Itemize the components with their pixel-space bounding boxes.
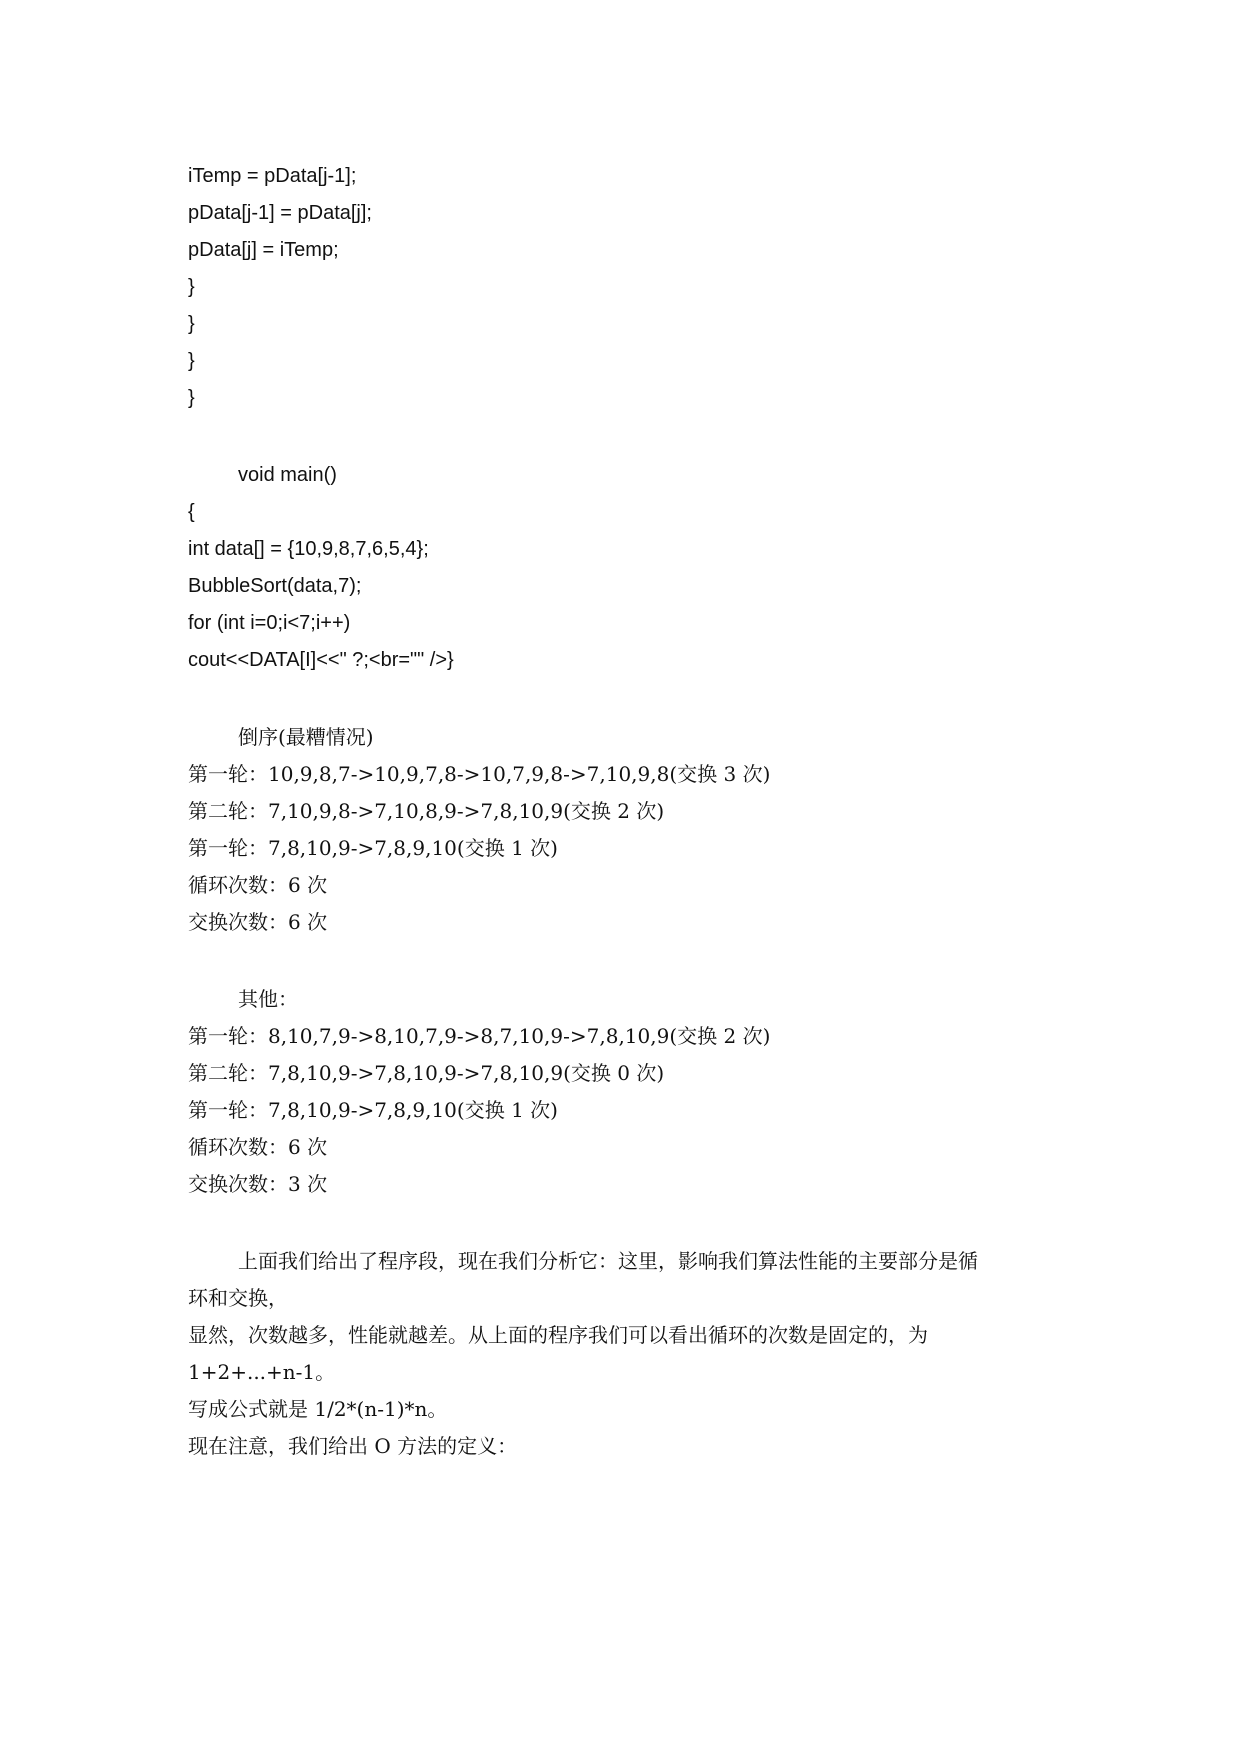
analysis-line: 显然，次数越多，性能就越差。从上面的程序我们可以看出循环的次数是固定的，为 — [188, 1323, 928, 1347]
code-line: int data[] = {10,9,8,7,6,5,4}; — [188, 538, 429, 560]
worst-case-line: 循环次数：6 次 — [188, 873, 328, 897]
code-line: } — [188, 313, 195, 335]
code-line: } — [188, 387, 195, 409]
worst-case-line: 第二轮：7,10,9,8->7,10,8,9->7,8,10,9(交换 2 次) — [188, 799, 665, 823]
code-line: iTemp = pData[j-1]; — [188, 165, 357, 187]
code-line: pData[j-1] = pData[j]; — [188, 202, 372, 224]
code-line: BubbleSort(data,7); — [188, 575, 362, 597]
analysis-first-line: 上面我们给出了程序段，现在我们分析它：这里，影响我们算法性能的主要部分是循 — [238, 1249, 978, 1273]
worst-case-line: 交换次数：6 次 — [188, 910, 328, 934]
analysis-line: 1+2+...+n-1。 — [188, 1360, 336, 1384]
code-line: } — [188, 276, 195, 298]
code-line: { — [188, 501, 195, 523]
code-line: for (int i=0;i<7;i++) — [188, 612, 351, 634]
other-case-line: 第二轮：7,8,10,9->7,8,10,9->7,8,10,9(交换 0 次) — [188, 1061, 665, 1085]
analysis-line: 现在注意，我们给出 O 方法的定义： — [188, 1434, 518, 1458]
code-line: pData[j] = iTemp; — [188, 239, 339, 261]
analysis-line: 写成公式就是 1/2*(n-1)*n。 — [188, 1397, 448, 1421]
other-case-line: 第一轮：7,8,10,9->7,8,9,10(交换 1 次) — [188, 1098, 558, 1122]
code-line: cout<<DATA[I]<<" ?;<br="" />} — [188, 649, 454, 671]
worst-case-line: 第一轮：10,9,8,7->10,9,7,8->10,7,9,8->7,10,9,8(交换 3 次) — [188, 762, 771, 786]
other-case-line: 第一轮：8,10,7,9->8,10,7,9->8,7,10,9->7,8,10,9(交换 2 次) — [188, 1024, 771, 1048]
other-case-line: 交换次数：3 次 — [188, 1172, 328, 1196]
worst-case-heading: 倒序(最糟情况) — [238, 725, 374, 749]
other-case-heading: 其他： — [238, 987, 298, 1011]
analysis-line: 环和交换， — [188, 1286, 288, 1310]
main-header: void main() — [238, 464, 337, 486]
code-line: } — [188, 350, 195, 372]
other-case-line: 循环次数：6 次 — [188, 1135, 328, 1159]
worst-case-line: 第一轮：7,8,10,9->7,8,9,10(交换 1 次) — [188, 836, 558, 860]
